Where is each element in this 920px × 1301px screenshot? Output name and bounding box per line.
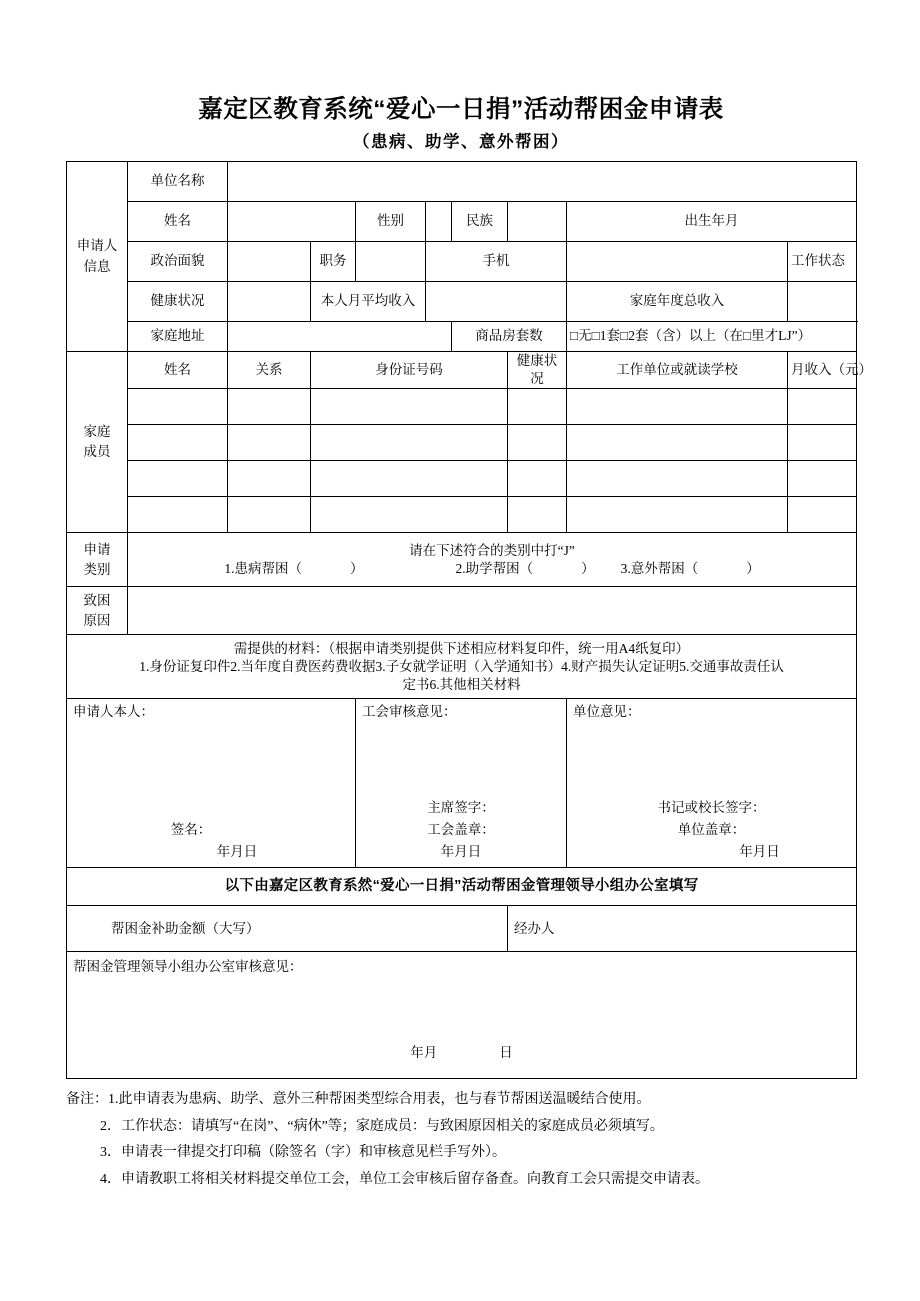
category-label-line2: 类别 bbox=[83, 561, 111, 577]
category-label-line1: 申请 bbox=[83, 541, 111, 557]
office-review-date-d: 日 bbox=[499, 1045, 513, 1061]
union-chair-sign-label[interactable]: 主席签字： bbox=[427, 799, 495, 815]
applicant-signature-heading: 申请人本人： bbox=[73, 704, 154, 720]
family-cell-health[interactable] bbox=[508, 389, 567, 425]
note-item-4: 4．申请教职工将相关材料提交单位工会，单位工会审核后留存备查。向教育工会只需提交申请表。 bbox=[100, 1171, 709, 1187]
row-office-review bbox=[67, 952, 857, 1079]
required-materials-cell bbox=[67, 635, 857, 699]
note-line-4 bbox=[66, 1167, 866, 1194]
notes-prefix: 备注： bbox=[66, 1092, 108, 1107]
row-office-header bbox=[67, 868, 857, 906]
note-item-2: 2．工作状态：请填写“在岗”、“病休”等；家庭成员：与致困原因相关的家庭成员必须填写。 bbox=[100, 1118, 664, 1134]
materials-line-2: 1.身份证复印件2.当年度自费医药费收据3.子女就学证明（入学通知书）4.财产损失认定证明5.交通事故责任认 bbox=[139, 658, 784, 674]
field-family-annual-income[interactable] bbox=[788, 282, 857, 322]
office-review-heading: 帮困金管理领导小组办公室审核意见： bbox=[73, 959, 303, 975]
applicant-label-line2: 信息 bbox=[83, 258, 111, 274]
office-review-date-ym: 年月 bbox=[410, 1045, 438, 1061]
label-aid-amount: 帮困金补助金额（大写） bbox=[67, 906, 508, 952]
category-option-accident-close: ） bbox=[746, 560, 760, 576]
family-cell-health[interactable] bbox=[508, 497, 567, 533]
label-position: 职务 bbox=[311, 242, 356, 282]
label-mobile: 手机 bbox=[426, 242, 567, 282]
family-cell-health[interactable] bbox=[508, 461, 567, 497]
row-signatures bbox=[67, 699, 857, 868]
applicant-signature-cell bbox=[67, 699, 356, 868]
label-work-status: 工作状态 bbox=[788, 242, 857, 282]
table-row bbox=[67, 425, 857, 461]
field-health-status[interactable] bbox=[228, 282, 311, 322]
category-options-row bbox=[131, 560, 853, 578]
family-cell-workplace[interactable] bbox=[567, 497, 788, 533]
field-political-status[interactable] bbox=[228, 242, 311, 282]
label-home-address: 家庭地址 bbox=[128, 322, 228, 352]
family-col-workplace: 工作单位或就读学校 bbox=[567, 352, 788, 389]
row-family-header bbox=[67, 352, 857, 389]
family-col-health: 健康状况 bbox=[508, 352, 567, 389]
category-section-label bbox=[67, 533, 128, 587]
materials-line-1: 需提供的材料：（根据申请类别提供下述相应材料复印件，统一用A4纸复印） bbox=[233, 640, 690, 656]
label-monthly-income: 本人月平均收入 bbox=[311, 282, 426, 322]
field-unit-name[interactable] bbox=[228, 162, 857, 202]
family-cell-name[interactable] bbox=[128, 461, 228, 497]
unit-signature-lines bbox=[567, 797, 856, 864]
row-unit-name bbox=[67, 162, 857, 202]
footer-notes bbox=[66, 1087, 866, 1193]
family-cell-relation[interactable] bbox=[228, 497, 311, 533]
family-cell-monthly-income[interactable] bbox=[788, 389, 857, 425]
note-line-2 bbox=[66, 1114, 866, 1141]
union-review-cell bbox=[356, 699, 567, 868]
family-cell-monthly-income[interactable] bbox=[788, 497, 857, 533]
family-cell-name[interactable] bbox=[128, 497, 228, 533]
row-cause bbox=[67, 587, 857, 635]
label-unit-name: 单位名称 bbox=[128, 162, 228, 202]
page-title: 嘉定区教育系统“爱心一日捐”活动帮困金申请表 bbox=[198, 96, 724, 123]
row-name-gender bbox=[67, 202, 857, 242]
family-cell-workplace[interactable] bbox=[567, 461, 788, 497]
category-option-study[interactable]: 2.助学帮困（ bbox=[455, 560, 534, 576]
cause-label-line1: 致困 bbox=[83, 592, 111, 608]
category-options-cell bbox=[128, 533, 857, 587]
office-review-cell[interactable] bbox=[67, 952, 857, 1079]
label-political-status: 政治面貌 bbox=[128, 242, 228, 282]
label-health-status: 健康状况 bbox=[128, 282, 228, 322]
field-name[interactable] bbox=[228, 202, 356, 242]
family-cell-health[interactable] bbox=[508, 425, 567, 461]
label-name: 姓名 bbox=[128, 202, 228, 242]
category-option-illness-close: ） bbox=[349, 560, 364, 576]
family-cell-id-number[interactable] bbox=[311, 497, 508, 533]
label-ethnicity: 民族 bbox=[452, 202, 508, 242]
unit-opinion-heading: 单位意见： bbox=[573, 704, 641, 720]
category-option-study-close: ） bbox=[581, 560, 595, 576]
family-cell-monthly-income[interactable] bbox=[788, 461, 857, 497]
table-row bbox=[67, 389, 857, 425]
label-housing-count: 商品房套数 bbox=[452, 322, 567, 352]
family-cell-monthly-income[interactable] bbox=[788, 425, 857, 461]
union-signature-lines bbox=[356, 797, 566, 864]
row-required-materials bbox=[67, 635, 857, 699]
office-review-date[interactable] bbox=[67, 1044, 856, 1062]
family-cell-relation[interactable] bbox=[228, 425, 311, 461]
unit-opinion-cell bbox=[567, 699, 857, 868]
category-option-accident[interactable]: 3.意外帮困（ bbox=[620, 560, 699, 576]
cause-label-line2: 原因 bbox=[83, 612, 111, 628]
field-position[interactable] bbox=[356, 242, 426, 282]
table-row bbox=[67, 461, 857, 497]
cause-section-label bbox=[67, 587, 128, 635]
note-item-3: 3．申请表一律提交打印稿（除签名（字）和审核意见栏手写外）。 bbox=[100, 1145, 506, 1161]
unit-seal-label[interactable]: 单位盖章： bbox=[677, 821, 746, 837]
union-seal-label[interactable]: 工会盖章： bbox=[427, 821, 495, 837]
row-application-category bbox=[67, 533, 857, 587]
field-cause[interactable] bbox=[128, 587, 857, 635]
family-col-id-number: 身份证号码 bbox=[311, 352, 508, 389]
label-birth-date: 出生年月 bbox=[567, 202, 857, 242]
field-mobile[interactable] bbox=[567, 242, 788, 282]
family-cell-relation[interactable] bbox=[228, 389, 311, 425]
category-instruction: 请在下述符合的类别中打“J” bbox=[409, 542, 575, 558]
family-cell-workplace[interactable] bbox=[567, 425, 788, 461]
office-section-header: 以下由嘉定区教育系然“爱心一日捐”活动帮困金管理领导小组办公室填写 bbox=[67, 868, 857, 906]
table-row bbox=[67, 497, 857, 533]
unit-secretary-sign-label[interactable]: 书记或校长签字： bbox=[657, 799, 766, 815]
field-monthly-income[interactable] bbox=[426, 282, 567, 322]
row-address-housing bbox=[67, 322, 857, 352]
family-col-name: 姓名 bbox=[128, 352, 228, 389]
application-form-table bbox=[66, 161, 872, 1079]
family-col-monthly-income: 月收入（元） bbox=[788, 352, 857, 389]
row-amount-handler bbox=[67, 906, 857, 952]
family-label-line1: 家庭 bbox=[83, 423, 111, 439]
family-cell-relation[interactable] bbox=[228, 461, 311, 497]
family-cell-name[interactable] bbox=[128, 389, 228, 425]
family-cell-workplace[interactable] bbox=[567, 389, 788, 425]
applicant-signature-lines bbox=[67, 819, 355, 864]
page-subtitle: （患病、助学、意外帮困） bbox=[353, 132, 569, 152]
family-col-relation: 关系 bbox=[228, 352, 311, 389]
category-option-illness[interactable]: 1.患病帮困（ bbox=[224, 560, 302, 576]
housing-count-options[interactable]: □无□1套□2套（含）以上（在□里才LJ”） bbox=[567, 322, 857, 352]
note-item-1: 1.此申请表为患病、助学、意外三种帮困类型综合用表，也与春节帮困送温暖结合使用。 bbox=[108, 1092, 651, 1107]
label-gender: 性别 bbox=[356, 202, 426, 242]
family-section-label bbox=[67, 352, 128, 533]
applicant-sign-label[interactable]: 签名： bbox=[170, 821, 212, 837]
applicant-label-line1: 申请人 bbox=[76, 238, 118, 254]
note-line-3 bbox=[66, 1140, 866, 1167]
field-gender[interactable] bbox=[426, 202, 452, 242]
label-family-annual-income: 家庭年度总收入 bbox=[567, 282, 788, 322]
family-cell-id-number[interactable] bbox=[311, 389, 508, 425]
family-label-line2: 成员 bbox=[83, 444, 111, 460]
row-health-income bbox=[67, 282, 857, 322]
applicant-section-label bbox=[67, 162, 128, 352]
title-block bbox=[66, 96, 856, 152]
union-review-heading: 工会审核意见： bbox=[362, 704, 457, 720]
union-date-label[interactable]: 年月日 bbox=[440, 844, 482, 860]
label-handler[interactable]: 经办人 bbox=[508, 906, 857, 952]
field-home-address[interactable] bbox=[228, 322, 452, 352]
applicant-date-label[interactable]: 年月日 bbox=[216, 844, 258, 860]
family-cell-id-number[interactable] bbox=[311, 461, 508, 497]
field-ethnicity[interactable] bbox=[508, 202, 567, 242]
materials-line-3: 定书6.其他相关材料 bbox=[402, 677, 521, 693]
family-cell-name[interactable] bbox=[128, 425, 228, 461]
family-cell-id-number[interactable] bbox=[311, 425, 508, 461]
row-political-position bbox=[67, 242, 857, 282]
unit-date-label[interactable]: 年月日 bbox=[739, 844, 780, 860]
note-line-1 bbox=[66, 1087, 866, 1114]
